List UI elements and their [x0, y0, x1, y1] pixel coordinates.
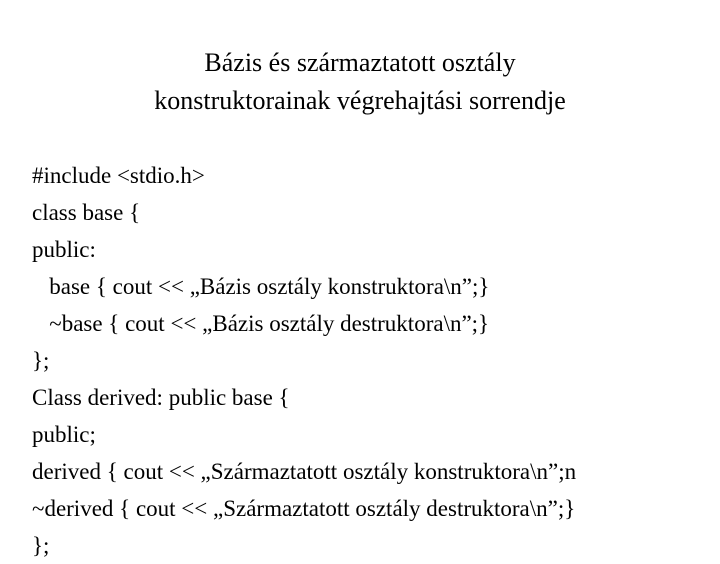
- code-line: #include <stdio.h>: [32, 163, 205, 188]
- code-line: derived { cout << „Származtatott osztály konstruktora\n”;n: [32, 459, 577, 484]
- title-line-2: konstruktorainak végrehajtási sorrendje: [154, 86, 566, 115]
- title-line-1: Bázis és származtatott osztály: [204, 48, 516, 77]
- code-line: class base {: [32, 200, 141, 225]
- code-line: ~derived { cout << „Származtatott osztály destruktora\n”;}: [32, 496, 576, 521]
- code-line: public;: [32, 422, 96, 447]
- code-line: Class derived: public base {: [32, 385, 290, 410]
- code-line: };: [32, 348, 50, 373]
- code-block: [32, 157, 720, 564]
- slide-title: [0, 44, 720, 120]
- code-line: public:: [32, 237, 96, 262]
- code-line: ~base { cout << „Bázis osztály destruktora\n”;}: [32, 311, 490, 336]
- code-line: };: [32, 533, 50, 558]
- code-line: base { cout << „Bázis osztály konstruktora\n”;}: [32, 274, 490, 299]
